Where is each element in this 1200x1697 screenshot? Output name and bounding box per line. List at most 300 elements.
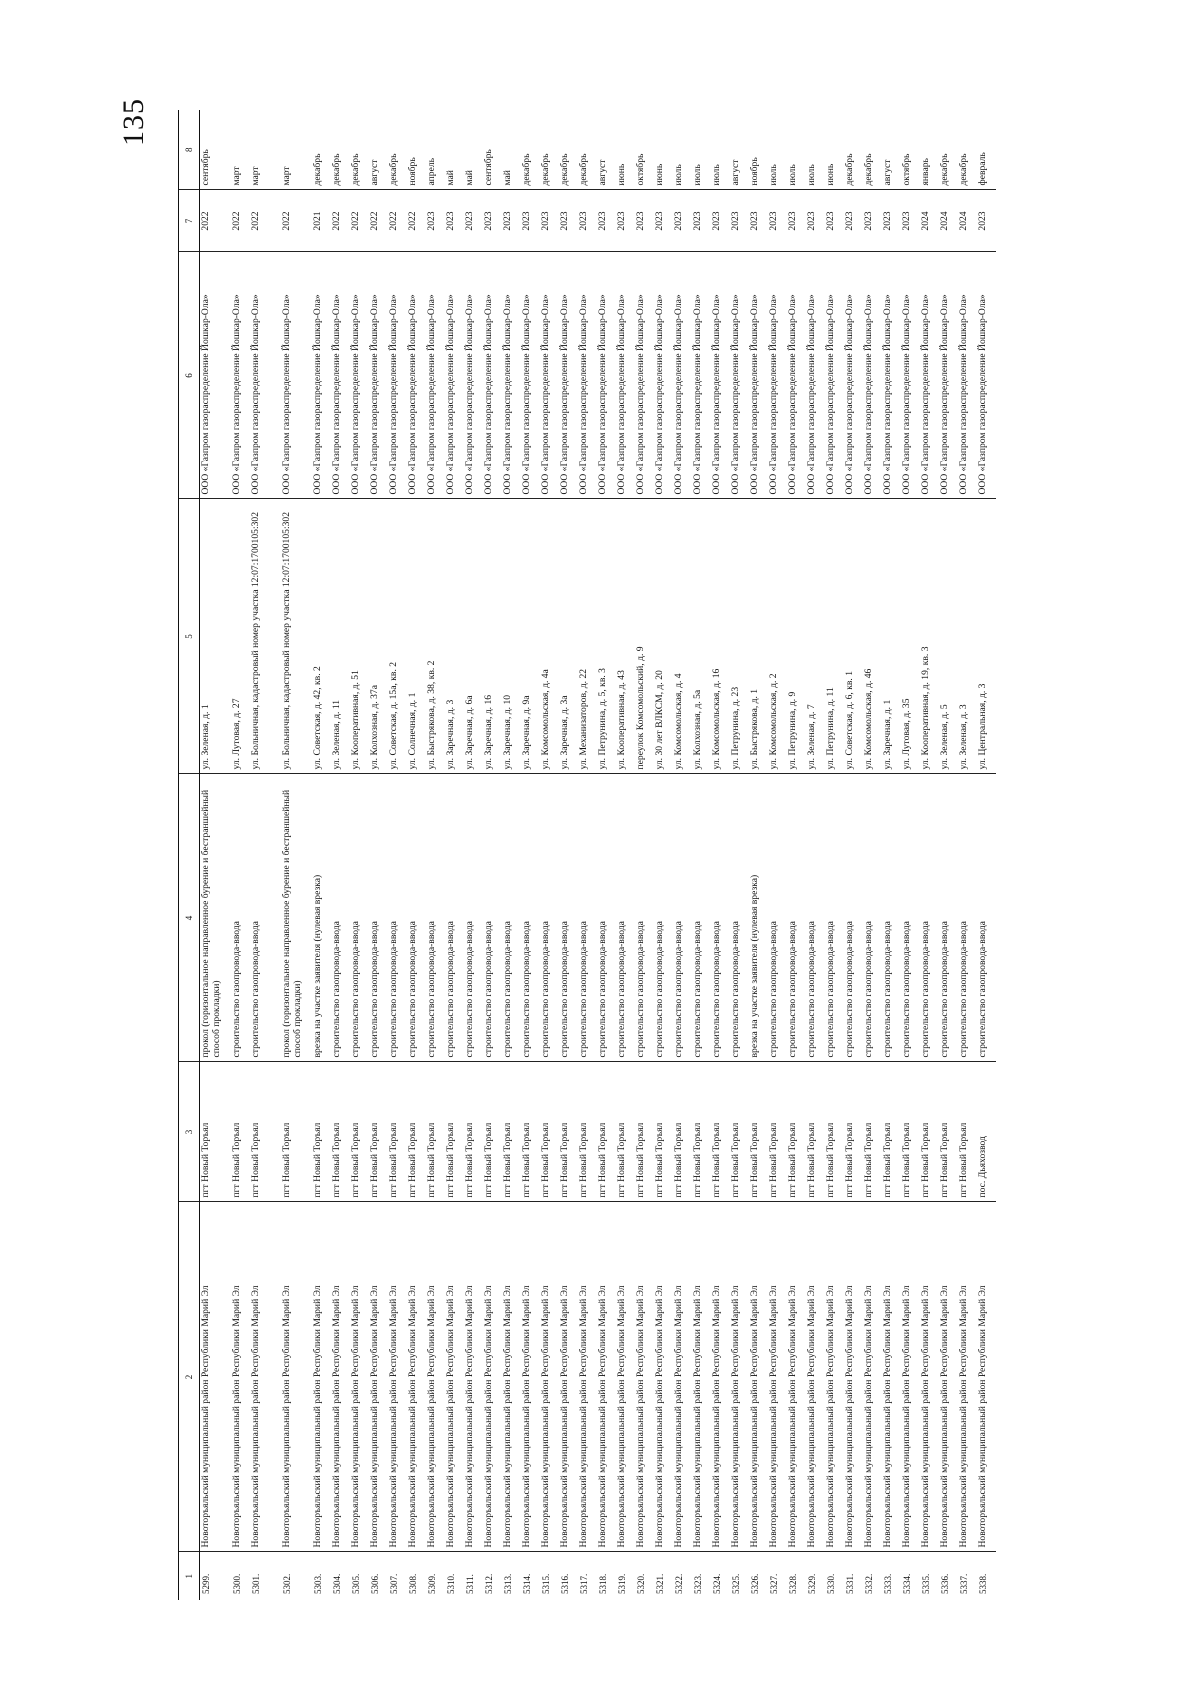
organization-cell: ООО «Газпром газораспределение Йошкар-Ола»: [521, 252, 540, 499]
organization-cell: ООО «Газпром газораспределение Йошкар-Ола»: [464, 252, 483, 499]
settlement-cell: пгт Новый Торъял: [597, 1062, 616, 1202]
work-type-cell: строительство газопровода-ввода: [521, 774, 540, 1062]
table-row: [768, 110, 787, 1600]
address-cell: ул. Советская, д. 6, кв. 1: [844, 499, 863, 774]
organization-cell: ООО «Газпром газораспределение Йошкар-Ола»: [654, 252, 673, 499]
row-number: 5308.: [408, 1573, 418, 1594]
settlement-cell: пгт Новый Торъял: [920, 1062, 939, 1202]
table-row: [825, 110, 844, 1600]
work-type-cell: строительство газопровода-ввода: [250, 774, 281, 1062]
month-cell: июль: [806, 110, 825, 190]
address-cell: ул. Зеленая, д. 7: [806, 499, 825, 774]
row-number: 5315.: [541, 1573, 551, 1594]
address-cell: ул. Больничная, кадастровый номер участка 12:07:1700105:302: [250, 499, 281, 774]
district-cell: Новоторъяльский муниципальный район Республики Марий Эл: [281, 1202, 312, 1552]
address-cell: ул. Заречная, д. 3: [445, 499, 464, 774]
column-header: 5: [179, 499, 200, 774]
year-cell: 2023: [578, 190, 597, 252]
address-cell: ул. Петрунина, д. 5, кв. 3: [597, 499, 616, 774]
address-cell: ул. Заречная, д. 10: [502, 499, 521, 774]
year-cell: 2024: [920, 190, 939, 252]
table-row: [711, 110, 730, 1600]
work-type-cell: строительство газопровода-ввода: [331, 774, 350, 1062]
district-cell: Новоторъяльский муниципальный район Республики Марий Эл: [388, 1202, 407, 1552]
district-cell: Новоторъяльский муниципальный район Республики Марий Эл: [958, 1202, 977, 1552]
organization-cell: ООО «Газпром газораспределение Йошкар-Ола»: [768, 252, 787, 499]
organization-cell: ООО «Газпром газораспределение Йошкар-Ола»: [901, 252, 920, 499]
settlement-cell: пгт Новый Торъял: [200, 1062, 232, 1202]
year-cell: 2023: [863, 190, 882, 252]
address-cell: ул. Комсомольская, д. 16: [711, 499, 730, 774]
month-cell: декабрь: [350, 110, 369, 190]
year-cell: 2023: [977, 190, 996, 252]
district-cell: Новоторъяльский муниципальный район Республики Марий Эл: [464, 1202, 483, 1552]
organization-cell: ООО «Газпром газораспределение Йошкар-Ола»: [692, 252, 711, 499]
year-cell: 2023: [711, 190, 730, 252]
organization-cell: ООО «Газпром газораспределение Йошкар-Ола»: [597, 252, 616, 499]
month-cell: август: [369, 110, 388, 190]
work-type-cell: строительство газопровода-ввода: [825, 774, 844, 1062]
table-row: [231, 110, 250, 1600]
row-number: 5334.: [902, 1573, 912, 1594]
year-cell: 2023: [597, 190, 616, 252]
rotated-table-sheet: [178, 110, 988, 1600]
row-number: 5303.: [313, 1573, 323, 1594]
row-number: 5313.: [503, 1573, 513, 1594]
address-cell: ул. Комсомольская, д. 46: [863, 499, 882, 774]
address-cell: ул. Механизаторов, д. 22: [578, 499, 597, 774]
work-type-cell: строительство газопровода-ввода: [730, 774, 749, 1062]
month-cell: сентябрь: [200, 110, 232, 190]
row-number: 5323.: [693, 1573, 703, 1594]
district-cell: Новоторъяльский муниципальный район Республики Марий Эл: [635, 1202, 654, 1552]
district-cell: Новоторъяльский муниципальный район Республики Марий Эл: [863, 1202, 882, 1552]
district-cell: Новоторъяльский муниципальный район Республики Марий Эл: [407, 1202, 426, 1552]
organization-cell: ООО «Газпром газораспределение Йошкар-Ола»: [825, 252, 844, 499]
address-cell: ул. Зеленая, д. 3: [958, 499, 977, 774]
organization-cell: ООО «Газпром газораспределение Йошкар-Ола»: [388, 252, 407, 499]
district-cell: Новоторъяльский муниципальный район Республики Марий Эл: [692, 1202, 711, 1552]
work-type-cell: строительство газопровода-ввода: [597, 774, 616, 1062]
table-row: [863, 110, 882, 1600]
district-cell: Новоторъяльский муниципальный район Республики Марий Эл: [250, 1202, 281, 1552]
work-type-cell: прокол (горизонтальное направленное бурение и бестраншейный способ прокладки): [281, 774, 312, 1062]
district-cell: Новоторъяльский муниципальный район Республики Марий Эл: [540, 1202, 559, 1552]
table-row: [502, 110, 521, 1600]
row-number: 5327.: [769, 1573, 779, 1594]
settlement-cell: пгт Новый Торъял: [445, 1062, 464, 1202]
work-type-cell: строительство газопровода-ввода: [350, 774, 369, 1062]
month-cell: июль: [673, 110, 692, 190]
district-cell: Новоторъяльский муниципальный район Республики Марий Эл: [350, 1202, 369, 1552]
year-cell: 2024: [958, 190, 977, 252]
table-row: [844, 110, 863, 1600]
table-row: [749, 110, 768, 1600]
work-type-cell: строительство газопровода-ввода: [977, 774, 996, 1062]
district-cell: Новоторъяльский муниципальный район Республики Марий Эл: [483, 1202, 502, 1552]
year-cell: 2022: [331, 190, 350, 252]
table-row: [635, 110, 654, 1600]
settlement-cell: пгт Новый Торъял: [939, 1062, 958, 1202]
table-row: [654, 110, 673, 1600]
settlement-cell: пгт Новый Торъял: [559, 1062, 578, 1202]
work-type-cell: строительство газопровода-ввода: [388, 774, 407, 1062]
month-cell: декабрь: [540, 110, 559, 190]
table-row: [200, 110, 232, 1600]
year-cell: 2023: [730, 190, 749, 252]
settlement-cell: пгт Новый Торъял: [540, 1062, 559, 1202]
settlement-cell: пгт Новый Торъял: [863, 1062, 882, 1202]
table-row: [673, 110, 692, 1600]
organization-cell: ООО «Газпром газораспределение Йошкар-Ола»: [281, 252, 312, 499]
organization-cell: ООО «Газпром газораспределение Йошкар-Ола»: [250, 252, 281, 499]
table-row: [806, 110, 825, 1600]
month-cell: декабрь: [844, 110, 863, 190]
year-cell: 2023: [616, 190, 635, 252]
table-body: [200, 110, 997, 1600]
year-cell: 2024: [939, 190, 958, 252]
column-header: 3: [179, 1062, 200, 1202]
address-cell: ул. Лутовая, д. 35: [901, 499, 920, 774]
district-cell: Новоторъяльский муниципальный район Республики Марий Эл: [331, 1202, 350, 1552]
address-cell: ул. Комсомольская, д. 4а: [540, 499, 559, 774]
settlement-cell: пгт Новый Торъял: [464, 1062, 483, 1202]
table-row: [407, 110, 426, 1600]
table-row: [312, 110, 331, 1600]
month-cell: ноябрь: [749, 110, 768, 190]
organization-cell: ООО «Газпром газораспределение Йошкар-Ола»: [863, 252, 882, 499]
year-cell: 2023: [692, 190, 711, 252]
district-cell: Новоторъяльский муниципальный район Республики Марий Эл: [597, 1202, 616, 1552]
organization-cell: ООО «Газпром газораспределение Йошкар-Ола»: [616, 252, 635, 499]
district-cell: Новоторъяльский муниципальный район Республики Марий Эл: [787, 1202, 806, 1552]
row-number: 5321.: [655, 1573, 665, 1594]
month-cell: октябрь: [635, 110, 654, 190]
organization-cell: ООО «Газпром газораспределение Йошкар-Ола»: [200, 252, 232, 499]
month-cell: июнь: [825, 110, 844, 190]
work-type-cell: строительство газопровода-ввода: [635, 774, 654, 1062]
organization-cell: ООО «Газпром газораспределение Йошкар-Ола»: [730, 252, 749, 499]
address-cell: ул. Советская, д. 15а, кв. 2: [388, 499, 407, 774]
row-number: 5331.: [845, 1573, 855, 1594]
year-cell: 2023: [521, 190, 540, 252]
month-cell: декабрь: [578, 110, 597, 190]
work-type-cell: строительство газопровода-ввода: [483, 774, 502, 1062]
settlement-cell: пгт Новый Торъял: [426, 1062, 445, 1202]
district-cell: Новоторъяльский муниципальный район Республики Марий Эл: [445, 1202, 464, 1552]
address-cell: ул. Советская, д. 42, кв. 2: [312, 499, 331, 774]
address-cell: ул. Быстрякова, д. 1: [749, 499, 768, 774]
district-cell: Новоторъяльский муниципальный район Республики Марий Эл: [578, 1202, 597, 1552]
settlement-cell: пгт Новый Торъял: [635, 1062, 654, 1202]
month-cell: август: [882, 110, 901, 190]
settlement-cell: пгт Новый Торъял: [958, 1062, 977, 1202]
month-cell: апрель: [426, 110, 445, 190]
district-cell: Новоторъяльский муниципальный район Республики Марий Эл: [901, 1202, 920, 1552]
work-type-cell: прокол (горизонтальное направленное бурение и бестраншейный способ прокладки): [200, 774, 232, 1062]
organization-cell: ООО «Газпром газораспределение Йошкар-Ола»: [939, 252, 958, 499]
year-cell: 2023: [806, 190, 825, 252]
row-number: 5318.: [598, 1573, 608, 1594]
district-cell: Новоторъяльский муниципальный район Республики Марий Эл: [920, 1202, 939, 1552]
settlement-cell: пгт Новый Торъял: [654, 1062, 673, 1202]
column-header: 6: [179, 252, 200, 499]
work-type-cell: врезка на участке заявителя (нулевая врезка): [312, 774, 331, 1062]
work-type-cell: строительство газопровода-ввода: [445, 774, 464, 1062]
table-row: [559, 110, 578, 1600]
table-row: [521, 110, 540, 1600]
organization-cell: ООО «Газпром газораспределение Йошкар-Ола»: [540, 252, 559, 499]
settlement-cell: пгт Новый Торъял: [502, 1062, 521, 1202]
organization-cell: ООО «Газпром газораспределение Йошкар-Ола»: [331, 252, 350, 499]
organization-cell: ООО «Газпром газораспределение Йошкар-Ола»: [407, 252, 426, 499]
row-number: 5300.: [232, 1573, 242, 1594]
district-cell: Новоторъяльский муниципальный район Республики Марий Эл: [654, 1202, 673, 1552]
year-cell: 2022: [407, 190, 426, 252]
row-number: 5317.: [579, 1573, 589, 1594]
address-cell: ул. Комсомольская, д. 4: [673, 499, 692, 774]
settlement-cell: пгт Новый Торъял: [250, 1062, 281, 1202]
table-header-row: [179, 110, 200, 1600]
settlement-cell: пгт Новый Торъял: [312, 1062, 331, 1202]
organization-cell: ООО «Газпром газораспределение Йошкар-Ола»: [559, 252, 578, 499]
table-row: [331, 110, 350, 1600]
year-cell: 2022: [281, 190, 312, 252]
settlement-cell: пгт Новый Торъял: [711, 1062, 730, 1202]
address-cell: ул. Кооперативная, д. 51: [350, 499, 369, 774]
table-row: [578, 110, 597, 1600]
row-number: 5324.: [712, 1573, 722, 1594]
organization-cell: ООО «Газпром газораспределение Йошкар-Ола»: [445, 252, 464, 499]
column-header: 1: [179, 1552, 200, 1600]
month-cell: июнь: [654, 110, 673, 190]
organization-cell: ООО «Газпром газораспределение Йошкар-Ола»: [749, 252, 768, 499]
month-cell: декабрь: [939, 110, 958, 190]
table-row: [426, 110, 445, 1600]
settlement-cell: пгт Новый Торъял: [768, 1062, 787, 1202]
work-type-cell: строительство газопровода-ввода: [958, 774, 977, 1062]
row-number: 5304.: [332, 1573, 342, 1594]
work-type-cell: строительство газопровода-ввода: [806, 774, 825, 1062]
table-row: [483, 110, 502, 1600]
row-number: 5299.: [201, 1573, 211, 1594]
address-cell: ул. 30 лет ВЛКСМ, д. 20: [654, 499, 673, 774]
month-cell: май: [464, 110, 483, 190]
work-type-cell: строительство газопровода-ввода: [673, 774, 692, 1062]
organization-cell: ООО «Газпром газораспределение Йошкар-Ола»: [350, 252, 369, 499]
settlement-cell: пгт Новый Торъял: [825, 1062, 844, 1202]
gas-connection-table: [178, 110, 996, 1600]
district-cell: Новоторъяльский муниципальный район Республики Марий Эл: [673, 1202, 692, 1552]
district-cell: Новоторъяльский муниципальный район Республики Марий Эл: [312, 1202, 331, 1552]
table-row: [939, 110, 958, 1600]
address-cell: ул. Больничная, кадастровый номер участка 12:07:1700105:302: [281, 499, 312, 774]
month-cell: октябрь: [901, 110, 920, 190]
organization-cell: ООО «Газпром газораспределение Йошкар-Ола»: [483, 252, 502, 499]
work-type-cell: строительство газопровода-ввода: [768, 774, 787, 1062]
row-number: 5302.: [282, 1573, 292, 1594]
month-cell: ноябрь: [407, 110, 426, 190]
work-type-cell: строительство газопровода-ввода: [882, 774, 901, 1062]
address-cell: ул. Колхозная, д. 5а: [692, 499, 711, 774]
district-cell: Новоторъяльский муниципальный район Республики Марий Эл: [882, 1202, 901, 1552]
row-number: 5335.: [921, 1573, 931, 1594]
table-row: [977, 110, 996, 1600]
settlement-cell: пгт Новый Торъял: [806, 1062, 825, 1202]
work-type-cell: строительство газопровода-ввода: [426, 774, 445, 1062]
table-row: [920, 110, 939, 1600]
work-type-cell: строительство газопровода-ввода: [939, 774, 958, 1062]
month-cell: июль: [711, 110, 730, 190]
address-cell: ул. Быстрякова, д. 38, кв. 2: [426, 499, 445, 774]
row-number: 5301.: [251, 1573, 261, 1594]
district-cell: Новоторъяльский муниципальный район Республики Марий Эл: [711, 1202, 730, 1552]
district-cell: Новоторъяльский муниципальный район Республики Марий Эл: [616, 1202, 635, 1552]
settlement-cell: пгт Новый Торъял: [673, 1062, 692, 1202]
work-type-cell: строительство газопровода-ввода: [863, 774, 882, 1062]
work-type-cell: строительство газопровода-ввода: [540, 774, 559, 1062]
year-cell: 2023: [559, 190, 578, 252]
address-cell: ул. Заречная, д. 6а: [464, 499, 483, 774]
address-cell: ул. Кооперативная, д. 19, кв. 3: [920, 499, 939, 774]
year-cell: 2022: [388, 190, 407, 252]
row-number: 5307.: [389, 1573, 399, 1594]
year-cell: 2022: [369, 190, 388, 252]
district-cell: Новоторъяльский муниципальный район Республики Марий Эл: [521, 1202, 540, 1552]
settlement-cell: пгт Новый Торъял: [281, 1062, 312, 1202]
row-number: 5325.: [731, 1573, 741, 1594]
table-row: [369, 110, 388, 1600]
year-cell: 2023: [483, 190, 502, 252]
row-number: 5337.: [959, 1573, 969, 1594]
row-number: 5306.: [370, 1573, 380, 1594]
table-row: [281, 110, 312, 1600]
address-cell: ул. Центральная, д. 3: [977, 499, 996, 774]
settlement-cell: пгт Новый Торъял: [787, 1062, 806, 1202]
settlement-cell: пгт Новый Торъял: [231, 1062, 250, 1202]
district-cell: Новоторъяльский муниципальный район Республики Марий Эл: [825, 1202, 844, 1552]
month-cell: январь: [920, 110, 939, 190]
year-cell: 2023: [882, 190, 901, 252]
organization-cell: ООО «Газпром газораспределение Йошкар-Ола»: [578, 252, 597, 499]
address-cell: ул. Заречная, д. 16: [483, 499, 502, 774]
address-cell: ул. Заречная, д. 9а: [521, 499, 540, 774]
settlement-cell: пгт Новый Торъял: [882, 1062, 901, 1202]
work-type-cell: строительство газопровода-ввода: [901, 774, 920, 1062]
settlement-cell: пос. Дьяхозвод: [977, 1062, 996, 1202]
address-cell: ул. Петрунина, д. 23: [730, 499, 749, 774]
row-number: 5328.: [788, 1573, 798, 1594]
table-row: [692, 110, 711, 1600]
work-type-cell: строительство газопровода-ввода: [369, 774, 388, 1062]
settlement-cell: пгт Новый Торъял: [369, 1062, 388, 1202]
organization-cell: ООО «Газпром газораспределение Йошкар-Ола»: [426, 252, 445, 499]
work-type-cell: строительство газопровода-ввода: [711, 774, 730, 1062]
work-type-cell: строительство газопровода-ввода: [464, 774, 483, 1062]
organization-cell: ООО «Газпром газораспределение Йошкар-Ола»: [312, 252, 331, 499]
table-row: [616, 110, 635, 1600]
year-cell: 2023: [901, 190, 920, 252]
settlement-cell: пгт Новый Торъял: [578, 1062, 597, 1202]
district-cell: Новоторъяльский муниципальный район Республики Марий Эл: [559, 1202, 578, 1552]
row-number: 5311.: [465, 1574, 475, 1594]
address-cell: ул. Зеленая, д. 1: [200, 499, 232, 774]
month-cell: декабрь: [958, 110, 977, 190]
row-number: 5330.: [826, 1573, 836, 1594]
address-cell: ул. Петрунина, д. 9: [787, 499, 806, 774]
settlement-cell: пгт Новый Торъял: [730, 1062, 749, 1202]
organization-cell: ООО «Газпром газораспределение Йошкар-Ола»: [502, 252, 521, 499]
row-number: 5310.: [446, 1573, 456, 1594]
district-cell: Новоторъяльский муниципальный район Республики Марий Эл: [939, 1202, 958, 1552]
settlement-cell: пгт Новый Торъял: [844, 1062, 863, 1202]
district-cell: Новоторъяльский муниципальный район Республики Марий Эл: [502, 1202, 521, 1552]
organization-cell: ООО «Газпром газораспределение Йошкар-Ола»: [673, 252, 692, 499]
row-number: 5338.: [978, 1573, 988, 1594]
organization-cell: ООО «Газпром газораспределение Йошкар-Ола»: [958, 252, 977, 499]
table-row: [730, 110, 749, 1600]
work-type-cell: строительство газопровода-ввода: [844, 774, 863, 1062]
district-cell: Новоторъяльский муниципальный район Республики Марий Эл: [231, 1202, 250, 1552]
settlement-cell: пгт Новый Торъял: [692, 1062, 711, 1202]
work-type-cell: строительство газопровода-ввода: [559, 774, 578, 1062]
address-cell: ул. Комсомольская, д. 2: [768, 499, 787, 774]
row-number: 5316.: [560, 1573, 570, 1594]
organization-cell: ООО «Газпром газораспределение Йошкар-Ола»: [787, 252, 806, 499]
year-cell: 2023: [768, 190, 787, 252]
district-cell: Новоторъяльский муниципальный район Республики Марий Эл: [749, 1202, 768, 1552]
page-number: 135: [117, 98, 150, 146]
table-row: [445, 110, 464, 1600]
year-cell: 2022: [250, 190, 281, 252]
address-cell: ул. Заречная, д. 1: [882, 499, 901, 774]
row-number: 5326.: [750, 1573, 760, 1594]
table-row: [901, 110, 920, 1600]
district-cell: Новоторъяльский муниципальный район Республики Марий Эл: [806, 1202, 825, 1552]
organization-cell: ООО «Газпром газораспределение Йошкар-Ола»: [882, 252, 901, 499]
row-number: 5309.: [427, 1573, 437, 1594]
year-cell: 2023: [673, 190, 692, 252]
work-type-cell: строительство газопровода-ввода: [692, 774, 711, 1062]
year-cell: 2023: [426, 190, 445, 252]
month-cell: июль: [768, 110, 787, 190]
address-cell: переулок Комсомольский, д. 9: [635, 499, 654, 774]
year-cell: 2023: [844, 190, 863, 252]
month-cell: март: [250, 110, 281, 190]
table-row: [350, 110, 369, 1600]
district-cell: Новоторъяльский муниципальный район Республики Марий Эл: [768, 1202, 787, 1552]
row-number: 5312.: [484, 1573, 494, 1594]
organization-cell: ООО «Газпром газораспределение Йошкар-Ола»: [806, 252, 825, 499]
month-cell: декабрь: [388, 110, 407, 190]
month-cell: август: [730, 110, 749, 190]
settlement-cell: пгт Новый Торъял: [331, 1062, 350, 1202]
year-cell: 2021: [312, 190, 331, 252]
settlement-cell: пгт Новый Торъял: [483, 1062, 502, 1202]
month-cell: декабрь: [312, 110, 331, 190]
work-type-cell: строительство газопровода-ввода: [920, 774, 939, 1062]
year-cell: 2023: [635, 190, 654, 252]
row-number: 5333.: [883, 1573, 893, 1594]
year-cell: 2023: [787, 190, 806, 252]
month-cell: май: [502, 110, 521, 190]
month-cell: май: [445, 110, 464, 190]
organization-cell: ООО «Газпром газораспределение Йошкар-Ола»: [977, 252, 996, 499]
address-cell: ул. Кооперативная, д. 43: [616, 499, 635, 774]
column-header: 4: [179, 774, 200, 1062]
work-type-cell: строительство газопровода-ввода: [502, 774, 521, 1062]
organization-cell: ООО «Газпром газораспределение Йошкар-Ола»: [369, 252, 388, 499]
